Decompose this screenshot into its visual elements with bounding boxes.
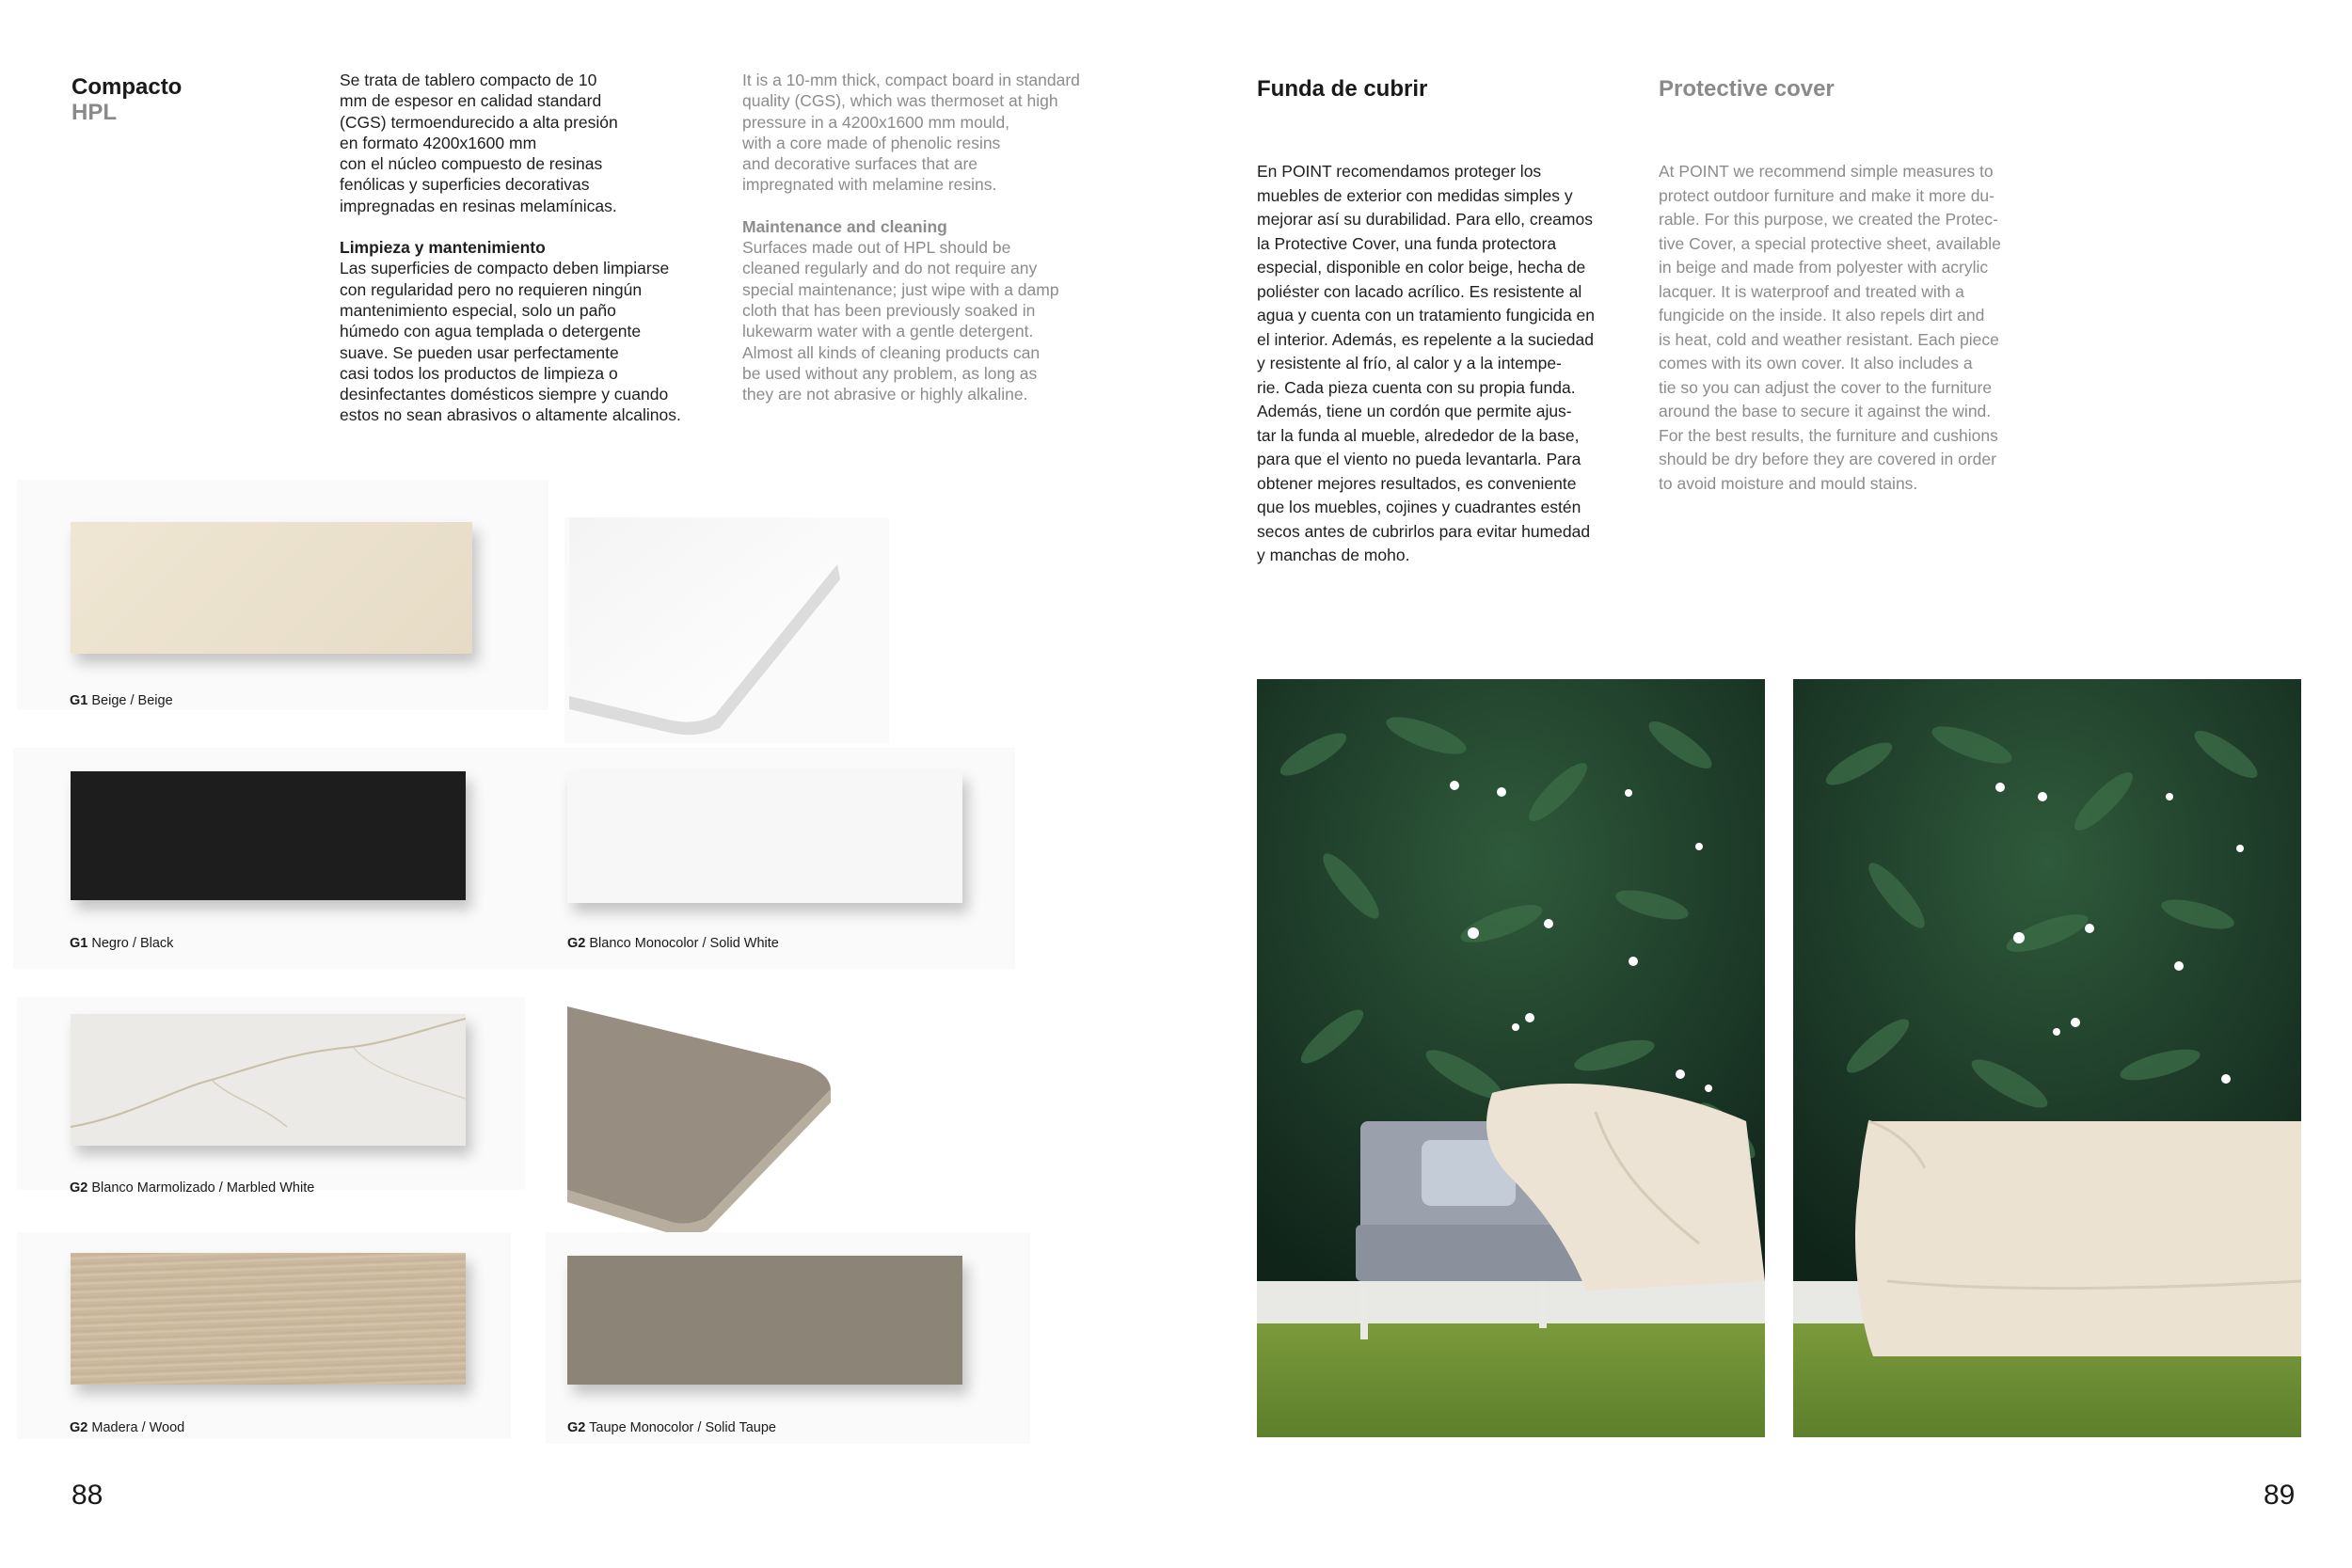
- english-column: [742, 70, 1147, 404]
- swatch-label-taupe: G2 Taupe Monocolor / Solid Taupe: [567, 1420, 776, 1435]
- swatch-marbled-white: [71, 1014, 466, 1146]
- photo-sofa-uncovered: [1257, 679, 1765, 1437]
- cleaning-text-en: Surfaces made out of HPL should be cleaned regularly and do not require any special maintenance; just wipe with a damp cloth that has been previously soaked in lukewarm water with a gentle detergent. Almost all kinds of cleaning products can be used without any problem, as long as they are not abrasive or highly alkaline.: [742, 238, 1059, 404]
- swatch-label-marbled-white: G2 Blanco Marmolizado / Marbled White: [70, 1180, 315, 1196]
- swatch-label-solid-white: G2 Blanco Monocolor / Solid White: [567, 936, 779, 951]
- intro-text-en: It is a 10-mm thick, compact board in standard quality (CGS), which was thermoset at high pressure in a 4200x1600 mm mould, with a core made of phenolic resins and decorative surfaces that are impregnated with melamine resins.: [742, 71, 1080, 195]
- photo-sofa-covered: [1793, 679, 2301, 1437]
- swatch-black: [71, 771, 466, 900]
- cleaning-text-es: Las superficies de compacto deben limpiarse con regularidad pero no requieren ningún mantenimiento especial, solo un paño húmedo con agua templada o detergente suave. Se pueden usar perfectamente casi todos los productos de limpieza o desinfectantes domésticos siempre y cuando estos no sean abrasivos o altamente alcalinos.: [340, 259, 681, 425]
- swatch-wood: [71, 1253, 466, 1385]
- taupe-board-edge-image: [564, 1006, 847, 1232]
- white-board-edge-image: [564, 517, 889, 743]
- section-subtitle: HPL: [72, 100, 117, 125]
- swatch-label-black: G1 Negro / Black: [70, 936, 174, 951]
- cover-title-es: Funda de cubrir: [1257, 76, 1428, 102]
- page-number-right: 89: [2264, 1480, 2296, 1511]
- swatch-beige: [71, 522, 472, 654]
- cover-title-en: Protective cover: [1659, 76, 1835, 102]
- swatch-solid-white: [567, 771, 962, 903]
- page-number-left: 88: [72, 1480, 103, 1511]
- intro-text-es: Se trata de tablero compacto de 10 mm de espesor en calidad standard (CGS) termoendurecido a alta presión en formato 4200x1600 mm con el núcleo compuesto de resinas fenólicas y superficies decorativas impregnadas en resinas melamínicas.: [340, 71, 618, 215]
- cleaning-title-es: Limpieza y mantenimiento: [340, 238, 546, 258]
- swatch-taupe: [567, 1256, 962, 1385]
- cover-text-es: En POINT recomendamos proteger los muebles de exterior con medidas simples y mejorar así su durabilidad. Para ello, creamos la Protective Cover, una funda protectora especial, disponible en color beige, hecha de poliéster con lacado acrílico. Es resistente al agua y cuenta con un tratamiento fungicida en el interior. Además, es repelente a la suciedad y resistente al frío, al calor y a la intempe- rie. Cada pieza cuenta con su propia funda. Además, tiene un cordón que permite ajus- tar la funda al mueble, alrededor de la base, para que el viento no pueda levantarla. Para obtener mejores resultados, es conveniente que los muebles, cojines y cuadrantes estén secos antes de cubrirlos para evitar humedad y manchas de moho.: [1257, 162, 1595, 564]
- swatch-label-beige: G1 Beige / Beige: [70, 693, 173, 708]
- cleaning-title-en: Maintenance and cleaning: [742, 216, 947, 236]
- cover-text-en: At POINT we recommend simple measures to protect outdoor furniture and make it more du- rable. For this purpose, we created the Protec- tive Cover, a special protective sheet, available in beige and made from polyester with acrylic lacquer. It is waterproof and treated with a fungicide on the inside. It also repels dirt and is heat, cold and weather resistant. Each piece comes with its own cover. It also includes a tie so you can adjust the cover to the furniture around the base to secure it against the wind. For the best results, the furniture and cushions should be dry before they are covered in order to avoid moisture and mould stains.: [1659, 162, 2001, 493]
- spanish-column: [340, 70, 725, 426]
- section-title: Compacto: [72, 74, 183, 100]
- swatch-label-wood: G2 Madera / Wood: [70, 1420, 185, 1435]
